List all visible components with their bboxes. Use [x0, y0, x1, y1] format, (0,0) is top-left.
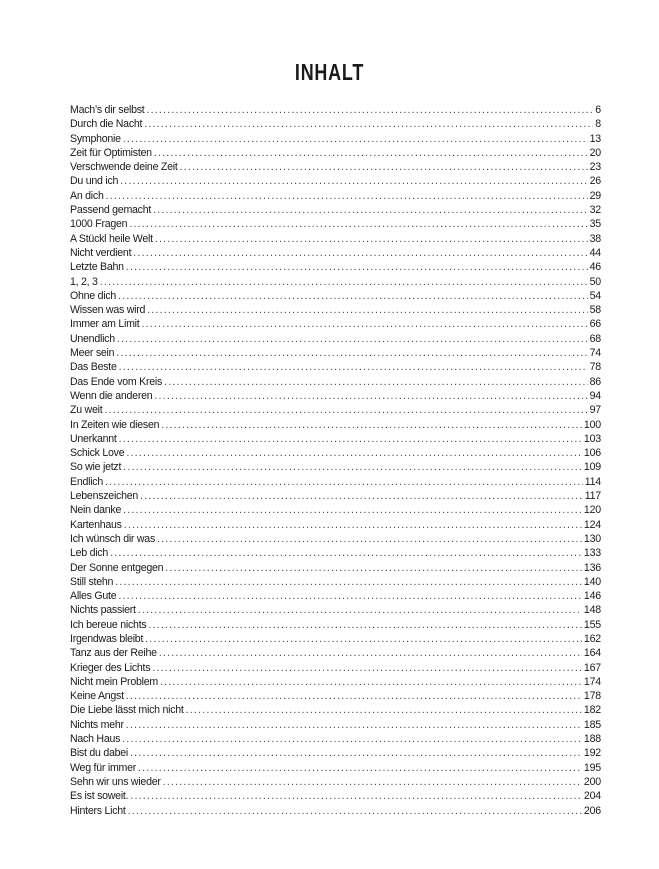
toc-entry — [70, 661, 601, 675]
toc-entry-page-number: 74 — [589, 347, 601, 360]
toc-entry — [70, 132, 601, 146]
toc-dot-leader — [155, 232, 588, 246]
toc-entry-title: Meer sein — [70, 347, 115, 360]
toc-dot-leader — [145, 632, 582, 646]
toc-entry — [70, 260, 601, 274]
toc-dot-leader — [154, 389, 587, 403]
toc-entry — [70, 246, 601, 260]
toc-entry-page-number: 182 — [583, 704, 601, 717]
toc-entry — [70, 561, 601, 575]
toc-entry-title: Nicht verdient — [70, 246, 132, 259]
toc-dot-leader — [157, 532, 582, 546]
toc-entry-page-number: 140 — [583, 575, 601, 588]
toc-entry — [70, 703, 601, 717]
toc-entry-page-number: 164 — [583, 647, 601, 660]
toc-dot-leader — [115, 575, 582, 589]
toc-entry — [70, 632, 601, 646]
toc-dot-leader — [165, 561, 582, 575]
toc-entry-title: Nach Haus — [70, 733, 121, 746]
toc-dot-leader — [138, 603, 582, 617]
toc-dot-leader — [144, 117, 593, 131]
toc-dot-leader — [118, 289, 588, 303]
toc-entry — [70, 289, 601, 303]
toc-dot-leader — [138, 761, 582, 775]
toc-entry — [70, 117, 601, 131]
toc-entry-title: Durch die Nacht — [70, 118, 143, 131]
toc-entry-title: Ohne dich — [70, 289, 117, 302]
toc-entry-title: Passend gemacht — [70, 204, 152, 217]
toc-dot-leader — [159, 646, 582, 660]
toc-entry — [70, 546, 601, 560]
toc-entry-title: A Stückl heile Welt — [70, 232, 153, 245]
toc-entry-page-number: 188 — [583, 733, 601, 746]
toc-entry — [70, 718, 601, 732]
toc-entry-page-number: 100 — [583, 418, 601, 431]
toc-entry-page-number: 114 — [584, 475, 601, 488]
toc-entry-title: Weg für immer — [70, 761, 137, 774]
toc-dot-leader — [126, 718, 582, 732]
toc-entry-page-number: 94 — [589, 389, 601, 402]
toc-entry-page-number: 50 — [589, 275, 601, 288]
toc-entry-title: Immer am Limit — [70, 318, 140, 331]
toc-entry-title: Symphonie — [70, 132, 121, 145]
toc-entry-page-number: 167 — [583, 661, 601, 674]
toc-entry-page-number: 130 — [583, 532, 601, 545]
toc-entry-page-number: 162 — [583, 632, 601, 645]
toc-dot-leader — [160, 675, 582, 689]
toc-entry-title: Still stehn — [70, 575, 114, 588]
toc-entry-title: Tanz aus der Reihe — [70, 647, 157, 660]
toc-dot-leader — [133, 246, 587, 260]
toc-entry-title: Ich wünsch dir was — [70, 532, 155, 545]
toc-entry-title: Schick Love — [70, 447, 125, 460]
toc-entry-page-number: 44 — [589, 246, 601, 259]
toc-dot-leader — [100, 275, 588, 289]
toc-entry-page-number: 133 — [583, 547, 601, 560]
toc-entry — [70, 146, 601, 160]
toc-entry-title: Wissen was wird — [70, 304, 146, 317]
page-title: INHALT — [294, 59, 365, 86]
toc-entry-page-number: 117 — [584, 490, 601, 503]
toc-entry — [70, 317, 601, 331]
toc-entry-page-number: 29 — [589, 189, 601, 202]
toc-entry-title: 1, 2, 3 — [70, 275, 98, 288]
toc-entry-page-number: 136 — [583, 561, 601, 574]
toc-entry-page-number: 106 — [583, 447, 601, 460]
toc-entry — [70, 346, 601, 360]
toc-dot-leader — [128, 804, 582, 818]
toc-entry — [70, 618, 601, 632]
toc-dot-leader — [129, 217, 587, 231]
toc-entry-title: Letzte Bahn — [70, 261, 124, 274]
toc-dot-leader — [141, 317, 587, 331]
toc-entry — [70, 160, 601, 174]
toc-entry-page-number: 8 — [595, 118, 601, 131]
toc-entry-title: Unerkannt — [70, 432, 117, 445]
toc-entry-title: 1000 Fragen — [70, 218, 128, 231]
toc-entry-page-number: 66 — [589, 318, 601, 331]
toc-entry-page-number: 109 — [583, 461, 601, 474]
toc-dot-leader — [105, 475, 583, 489]
toc-entry-title: Das Ende vom Kreis — [70, 375, 163, 388]
toc-entry — [70, 103, 601, 117]
toc-entry-title: Irgendwas bleibt — [70, 632, 144, 645]
toc-dot-leader — [123, 132, 588, 146]
toc-dot-leader — [119, 432, 582, 446]
toc-entry-title: Hinters Licht — [70, 804, 126, 817]
toc-entry-title: Nichts passiert — [70, 604, 136, 617]
toc-dot-leader — [154, 146, 588, 160]
toc-entry-page-number: 146 — [583, 590, 601, 603]
toc-dot-leader — [153, 203, 588, 217]
toc-dot-leader — [123, 503, 582, 517]
toc-dot-leader — [123, 460, 582, 474]
toc-entry — [70, 804, 601, 818]
table-of-contents — [70, 103, 601, 818]
toc-dot-leader — [126, 689, 582, 703]
toc-entry — [70, 418, 601, 432]
toc-entry-page-number: 46 — [589, 261, 601, 274]
toc-entry-title: Nein danke — [70, 504, 122, 517]
toc-entry — [70, 174, 601, 188]
toc-dot-leader — [126, 446, 582, 460]
toc-entry-page-number: 23 — [589, 161, 601, 174]
toc-entry — [70, 389, 601, 403]
toc-entry-title: Nichts mehr — [70, 718, 124, 731]
toc-entry-page-number: 120 — [583, 504, 601, 517]
toc-entry-title: In Zeiten wie diesen — [70, 418, 160, 431]
toc-entry — [70, 432, 601, 446]
toc-entry — [70, 675, 601, 689]
toc-dot-leader — [130, 746, 582, 760]
toc-entry — [70, 189, 601, 203]
toc-entry-title: Der Sonne entgegen — [70, 561, 164, 574]
toc-entry-title: Verschwende deine Zeit — [70, 161, 178, 174]
toc-entry-title: Wenn die anderen — [70, 389, 153, 402]
toc-entry-page-number: 192 — [583, 747, 601, 760]
toc-entry-title: Es ist soweit. — [70, 790, 129, 803]
toc-entry-title: An dich — [70, 189, 104, 202]
toc-entry-title: Die Liebe lässt mich nicht — [70, 704, 184, 717]
toc-dot-leader — [106, 189, 588, 203]
toc-entry — [70, 589, 601, 603]
toc-entry — [70, 360, 601, 374]
toc-dot-leader — [186, 703, 582, 717]
toc-entry — [70, 303, 601, 317]
toc-dot-leader — [161, 418, 582, 432]
toc-entry-page-number: 174 — [583, 675, 601, 688]
toc-entry — [70, 203, 601, 217]
toc-entry — [70, 746, 601, 760]
toc-dot-leader — [180, 160, 588, 174]
toc-dot-leader — [110, 546, 582, 560]
toc-entry-page-number: 54 — [589, 289, 601, 302]
toc-entry-page-number: 32 — [589, 204, 601, 217]
toc-entry-title: Mach’s dir selbst — [70, 104, 145, 116]
toc-entry-page-number: 78 — [589, 361, 601, 374]
toc-entry-title: Bist du dabei — [70, 747, 129, 760]
toc-dot-leader — [130, 789, 582, 803]
toc-entry-title: Leb dich — [70, 547, 109, 560]
toc-entry-title: Keine Angst — [70, 690, 124, 703]
toc-entry-page-number: 38 — [589, 232, 601, 245]
toc-entry-page-number: 86 — [589, 375, 601, 388]
toc-dot-leader — [120, 174, 587, 188]
toc-entry-page-number: 58 — [589, 304, 601, 317]
toc-dot-leader — [119, 360, 588, 374]
toc-entry — [70, 375, 601, 389]
toc-entry — [70, 689, 601, 703]
toc-dot-leader — [147, 303, 587, 317]
toc-entry-page-number: 35 — [589, 218, 601, 231]
toc-entry — [70, 489, 601, 503]
toc-entry-title: Zu weit — [70, 404, 103, 417]
toc-dot-leader — [124, 518, 582, 532]
toc-dot-leader — [126, 260, 588, 274]
toc-entry-page-number: 206 — [583, 804, 601, 817]
toc-entry-title: Das Beste — [70, 361, 117, 374]
toc-entry — [70, 503, 601, 517]
toc-entry — [70, 575, 601, 589]
toc-entry-page-number: 13 — [589, 132, 601, 145]
toc-entry-title: Unendlich — [70, 332, 115, 345]
toc-dot-leader — [148, 618, 581, 632]
toc-entry-title: Zeit für Optimisten — [70, 146, 152, 159]
toc-entry-title: Sehn wir uns wieder — [70, 775, 161, 788]
toc-entry — [70, 332, 601, 346]
toc-entry-page-number: 124 — [583, 518, 601, 531]
toc-entry-page-number: 20 — [589, 146, 601, 159]
toc-dot-leader — [104, 403, 587, 417]
toc-entry-title: Alles Gute — [70, 590, 117, 603]
toc-entry-page-number: 68 — [589, 332, 601, 345]
toc-entry-page-number: 195 — [583, 761, 601, 774]
toc-entry-page-number: 148 — [583, 604, 601, 617]
toc-entry — [70, 532, 601, 546]
toc-entry — [70, 232, 601, 246]
toc-entry — [70, 789, 601, 803]
toc-entry — [70, 475, 601, 489]
toc-entry-page-number: 26 — [589, 175, 601, 188]
toc-dot-leader — [117, 332, 588, 346]
toc-entry-page-number: 204 — [583, 790, 601, 803]
toc-entry — [70, 460, 601, 474]
toc-entry — [70, 275, 601, 289]
toc-dot-leader — [146, 103, 593, 117]
toc-entry-page-number: 200 — [583, 775, 601, 788]
toc-entry-title: Nicht mein Problem — [70, 675, 158, 688]
toc-entry — [70, 403, 601, 417]
toc-entry-page-number: 178 — [583, 690, 601, 703]
toc-entry-page-number: 155 — [583, 618, 601, 631]
toc-entry-title: Krieger des Lichts — [70, 661, 151, 674]
toc-entry-title: Endlich — [70, 475, 103, 488]
toc-entry-page-number: 6 — [595, 104, 601, 116]
toc-entry-page-number: 97 — [589, 404, 601, 417]
toc-entry — [70, 518, 601, 532]
toc-dot-leader — [116, 346, 587, 360]
toc-entry — [70, 732, 601, 746]
toc-entry — [70, 603, 601, 617]
toc-entry — [70, 217, 601, 231]
toc-entry — [70, 446, 601, 460]
toc-dot-leader — [122, 732, 582, 746]
toc-dot-leader — [140, 489, 583, 503]
toc-entry-title: Kartenhaus — [70, 518, 122, 531]
toc-entry — [70, 646, 601, 660]
toc-entry — [70, 761, 601, 775]
toc-entry — [70, 775, 601, 789]
toc-dot-leader — [118, 589, 582, 603]
toc-entry-page-number: 103 — [583, 432, 601, 445]
toc-dot-leader — [152, 661, 582, 675]
toc-entry-title: Du und ich — [70, 175, 119, 188]
toc-entry-title: Lebenszeichen — [70, 490, 139, 503]
toc-dot-leader — [163, 775, 582, 789]
toc-entry-page-number: 185 — [583, 718, 601, 731]
toc-entry-title: Ich bereue nichts — [70, 618, 147, 631]
toc-entry-title: So wie jetzt — [70, 461, 122, 474]
toc-dot-leader — [164, 375, 588, 389]
